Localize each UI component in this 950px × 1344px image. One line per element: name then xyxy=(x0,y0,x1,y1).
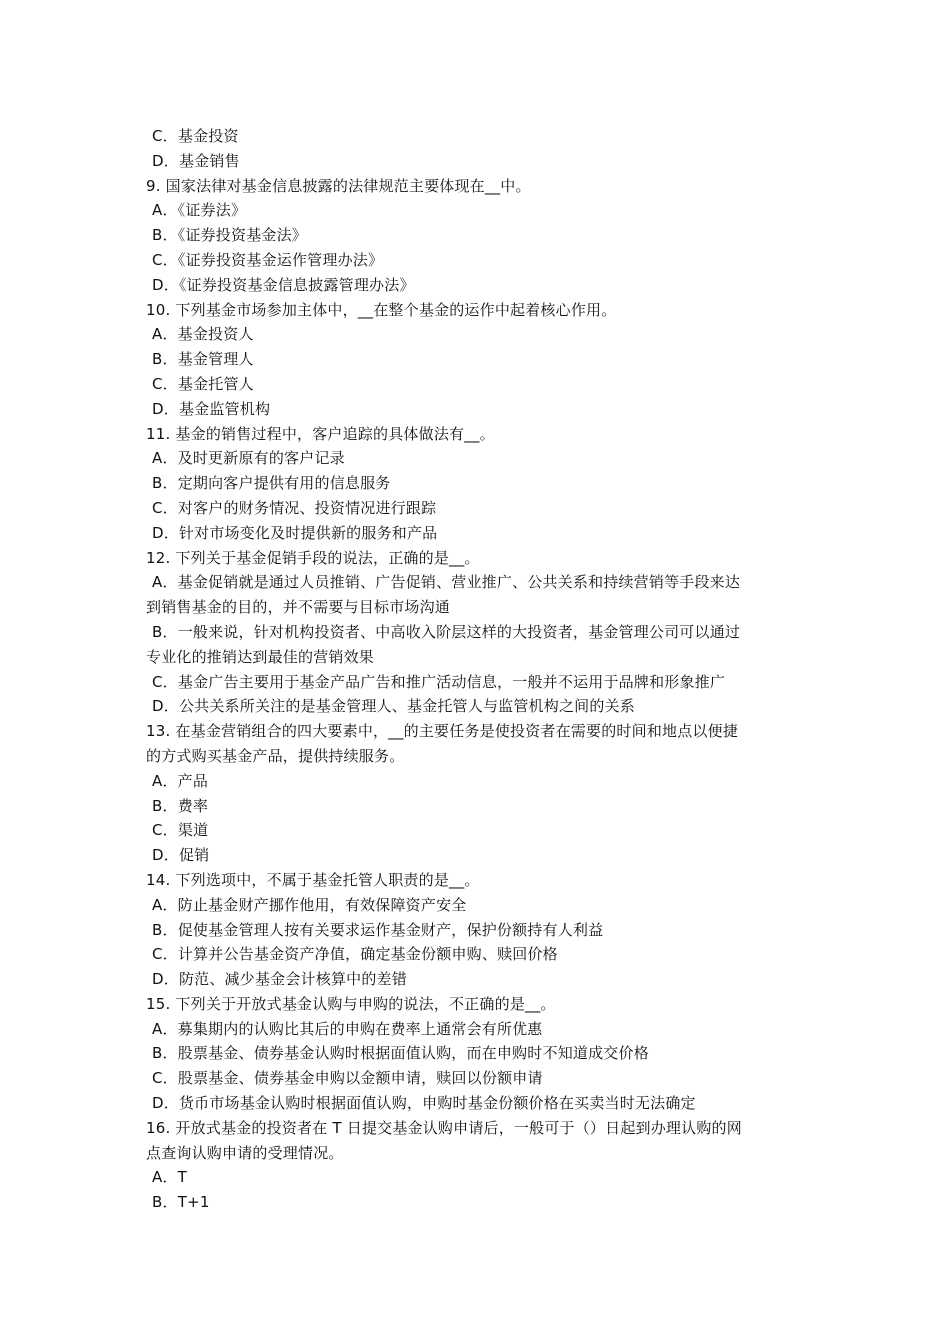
option-line: B．一般来说，针对机构投资者、中高收入阶层这样的大投资者，基金管理公司可以通过 xyxy=(152,622,741,641)
question-line: 13. 在基金营销组合的四大要素中，__的主要任务是使投资者在需要的时间和地点以便捷 xyxy=(146,722,739,741)
question-line: 14. 下列选项中，不属于基金托管人职责的是__。 xyxy=(146,870,480,889)
question-line: 16. 开放式基金的投资者在 T 日提交基金认购申请后，一般可于（）日起到办理认购的网 xyxy=(146,1118,742,1137)
option-line: A．《证券法》 xyxy=(152,201,247,220)
option-line: B．基金管理人 xyxy=(152,350,254,369)
option-line: D．针对市场变化及时提供新的服务和产品 xyxy=(152,523,438,542)
option-line: D．货币市场基金认购时根据面值认购，申购时基金份额价格在买卖当时无法确定 xyxy=(152,1094,696,1113)
option-line: A．产品 xyxy=(152,771,209,790)
option-continuation-line: 专业化的推销达到最佳的营销效果 xyxy=(146,647,375,666)
question-line: 11. 基金的销售过程中，客户追踪的具体做法有__。 xyxy=(146,424,495,443)
option-line: C．基金投资 xyxy=(152,127,239,145)
option-line: C．对客户的财务情况、投资情况进行跟踪 xyxy=(152,498,437,517)
option-continuation-line: 到销售基金的目的，并不需要与目标市场沟通 xyxy=(146,598,451,617)
question-line: 9. 国家法律对基金信息披露的法律规范主要体现在__中。 xyxy=(146,176,531,195)
option-line: B．费率 xyxy=(152,796,209,815)
option-line: D．《证券投资基金信息披露管理办法》 xyxy=(152,275,415,294)
option-line: C．股票基金、债券基金申购以金额申请，赎回以份额申请 xyxy=(152,1069,543,1088)
option-line: A．T xyxy=(152,1168,188,1187)
option-line: A．基金促销就是通过人员推销、广告促销、营业推广、公共关系和持续营销等手段来达 xyxy=(152,573,741,592)
option-line: B．定期向客户提供有用的信息服务 xyxy=(152,474,391,493)
option-line: A．基金投资人 xyxy=(152,325,254,344)
option-line: C．计算并公告基金资产净值，确定基金份额申购、赎回价格 xyxy=(152,945,558,964)
option-line: B．股票基金、债券基金认购时根据面值认购，而在申购时不知道成交价格 xyxy=(152,1044,649,1063)
option-line: D．防范、减少基金会计核算中的差错 xyxy=(152,970,407,989)
question-continuation-line: 的方式购买基金产品，提供持续服务。 xyxy=(146,746,405,765)
option-line: D．促销 xyxy=(152,846,210,865)
question-continuation-line: 点查询认购申请的受理情况。 xyxy=(146,1143,344,1162)
option-line: C．基金广告主要用于基金产品广告和推广活动信息，一般并不运用于品牌和形象推广 xyxy=(152,672,726,691)
option-line: A．募集期内的认购比其后的申购在费率上通常会有所优惠 xyxy=(152,1019,543,1038)
question-line: 10. 下列基金市场参加主体中，__在整个基金的运作中起着核心作用。 xyxy=(146,300,617,319)
option-line: D．基金销售 xyxy=(152,151,240,170)
option-line: D．基金监管机构 xyxy=(152,399,271,418)
option-line: B．T+1 xyxy=(152,1193,210,1212)
option-line: B．《证券投资基金法》 xyxy=(152,226,307,245)
question-line: 12. 下列关于基金促销手段的说法，正确的是__。 xyxy=(146,548,480,567)
exam-questions xyxy=(146,124,818,1215)
option-line: A．防止基金财产挪作他用，有效保障资产安全 xyxy=(152,895,467,914)
option-line: C．基金托管人 xyxy=(152,374,254,393)
option-line: C．《证券投资基金运作管理办法》 xyxy=(152,250,384,269)
option-line: D．公共关系所关注的是基金管理人、基金托管人与监管机构之间的关系 xyxy=(152,697,635,716)
option-line: A．及时更新原有的客户记录 xyxy=(152,449,345,468)
question-line: 15. 下列关于开放式基金认购与申购的说法，不正确的是__。 xyxy=(146,994,556,1013)
option-line: C．渠道 xyxy=(152,821,209,840)
option-line: B．促使基金管理人按有关要求运作基金财产，保护份额持有人利益 xyxy=(152,920,604,939)
